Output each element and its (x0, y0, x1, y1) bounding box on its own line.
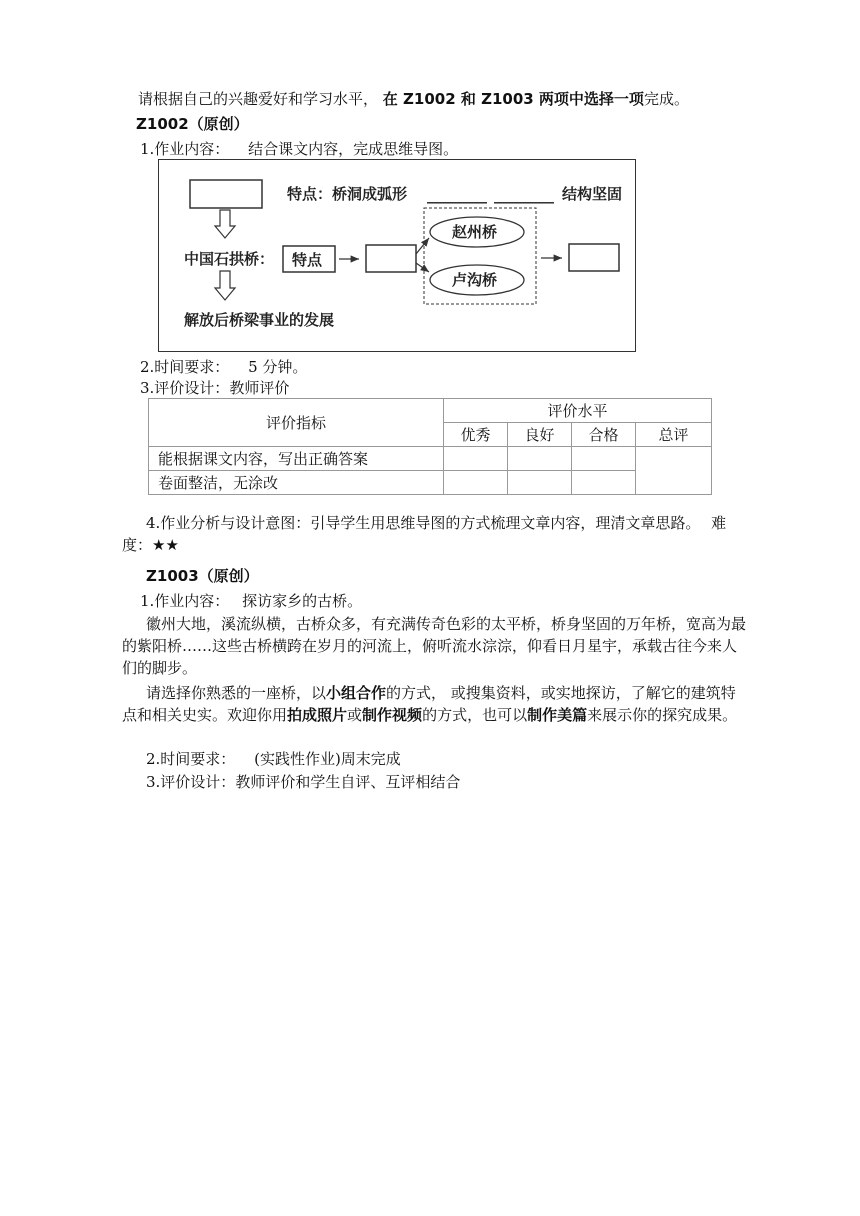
table-cell[interactable] (444, 447, 508, 471)
z1003-para1 (122, 613, 748, 679)
row-label: 卷面整洁，无涂改 (149, 471, 444, 495)
level-overall: 总评 (636, 423, 712, 447)
z1002-item1-text: 结合课文内容，完成思维导图。 (248, 140, 459, 158)
blank-box-middle[interactable] (366, 245, 416, 272)
tedian-box-label: 特点 (292, 251, 323, 269)
bridge-2-label: 卢沟桥 (452, 271, 498, 289)
level-pass: 合格 (572, 423, 636, 447)
para2-text: 的方式， 或搜集资料，或实地探访，了解它的建筑特点和相关史实。欢迎你用 (122, 684, 736, 724)
para2-text: 或 (347, 706, 363, 724)
mind-map-figure (158, 159, 636, 352)
intro-suffix: 完成。 (643, 90, 689, 108)
z1002-item2-label: 2.时间要求： (140, 358, 230, 376)
z1002-item2 (140, 356, 307, 377)
difficulty-stars: ★★ (152, 536, 179, 554)
z1003-item2 (146, 748, 401, 769)
feature-label: 特点：桥洞成弧形 (287, 185, 408, 203)
z1003-item3-label: 3.评价设计： (146, 773, 236, 791)
down-arrow-icon (215, 271, 235, 300)
table-cell[interactable] (508, 447, 572, 471)
z1002-item3 (140, 377, 289, 398)
para2-bold-meipian: 制作美篇 (527, 706, 588, 724)
overall-cell[interactable] (636, 447, 712, 495)
z1003-item2-text: (实践性作业)周末完成 (254, 750, 401, 768)
bridge-1-label: 赵州桥 (452, 223, 498, 241)
z1003-item1 (140, 590, 362, 611)
row-label: 能根据课文内容，写出正确答案 (149, 447, 444, 471)
table-row (149, 471, 712, 495)
table-cell[interactable] (508, 471, 572, 495)
bottom-label: 解放后桥梁事业的发展 (184, 311, 335, 329)
para2-text: 来展示你的探究成果。 (587, 706, 738, 724)
z1003-item3 (146, 771, 460, 792)
level-excellent: 优秀 (444, 423, 508, 447)
intro-line (138, 88, 689, 109)
z1003-item1-text: 探访家乡的古桥。 (242, 592, 363, 610)
para2-bold-video: 制作视频 (362, 706, 423, 724)
z1002-item4-text: 引导学生用思维导图的方式梳理文章内容，理清文章思路。 (310, 514, 701, 532)
blank-box-right[interactable] (569, 244, 619, 271)
feature-blank-2[interactable]: ________ (494, 186, 554, 204)
z1002-item2-text: 5 分钟。 (248, 358, 308, 376)
intro-bold: 在 Z1002 和 Z1003 两项中选择一项 (382, 90, 644, 108)
para2-text: 的方式，也可以 (422, 706, 528, 724)
z1002-item1-label: 1.作业内容： (140, 140, 230, 158)
table-row (149, 447, 712, 471)
z1003-para2 (122, 682, 748, 726)
z1002-item3-text: 教师评价 (229, 379, 290, 397)
level-good: 良好 (508, 423, 572, 447)
z1003-item2-label: 2.时间要求： (146, 750, 236, 768)
feature-blank-1[interactable]: ________ (427, 186, 487, 204)
intro-prefix: 请根据自己的兴趣爱好和学习水平， (138, 90, 379, 108)
root-label: 中国石拱桥： (184, 250, 275, 268)
mind-map-svg (159, 160, 634, 350)
header-level: 评价水平 (444, 399, 712, 423)
difficulty-label: 难度： (122, 514, 727, 554)
header-indicator: 评价指标 (149, 399, 444, 447)
table-cell[interactable] (572, 471, 636, 495)
evaluation-table (148, 398, 712, 495)
z1002-item4 (122, 512, 748, 556)
z1003-para1-text: 徽州大地，溪流纵横，古桥众多，有充满传奇色彩的太平桥，桥身坚固的万年桥，宽高为最的紫阳桥……这些古桥横跨在岁月的河流上，俯听流水淙淙，仰看日月星宇，承载古往今来人们的脚步。 (122, 615, 747, 677)
z1003-title: Z1003（原创） (146, 567, 259, 585)
table-cell[interactable] (444, 471, 508, 495)
blank-box-top[interactable] (190, 180, 262, 208)
z1002-item4-label: 4.作业分析与设计意图： (146, 514, 311, 532)
z1002-item3-label: 3.评价设计： (140, 379, 230, 397)
down-arrow-icon (215, 210, 235, 238)
para2-bold-group: 小组合作 (326, 684, 387, 702)
table-cell[interactable] (572, 447, 636, 471)
structure-label: 结构坚固 (562, 185, 623, 203)
para2-bold-photo: 拍成照片 (287, 706, 348, 724)
z1002-item1 (140, 138, 458, 159)
z1003-item1-label: 1.作业内容： (140, 592, 230, 610)
z1002-title: Z1002（原创） (136, 115, 249, 133)
para2-text: 请选择你熟悉的一座桥，以 (146, 684, 327, 702)
z1003-item3-text: 教师评价和学生自评、互评相结合 (235, 773, 461, 791)
